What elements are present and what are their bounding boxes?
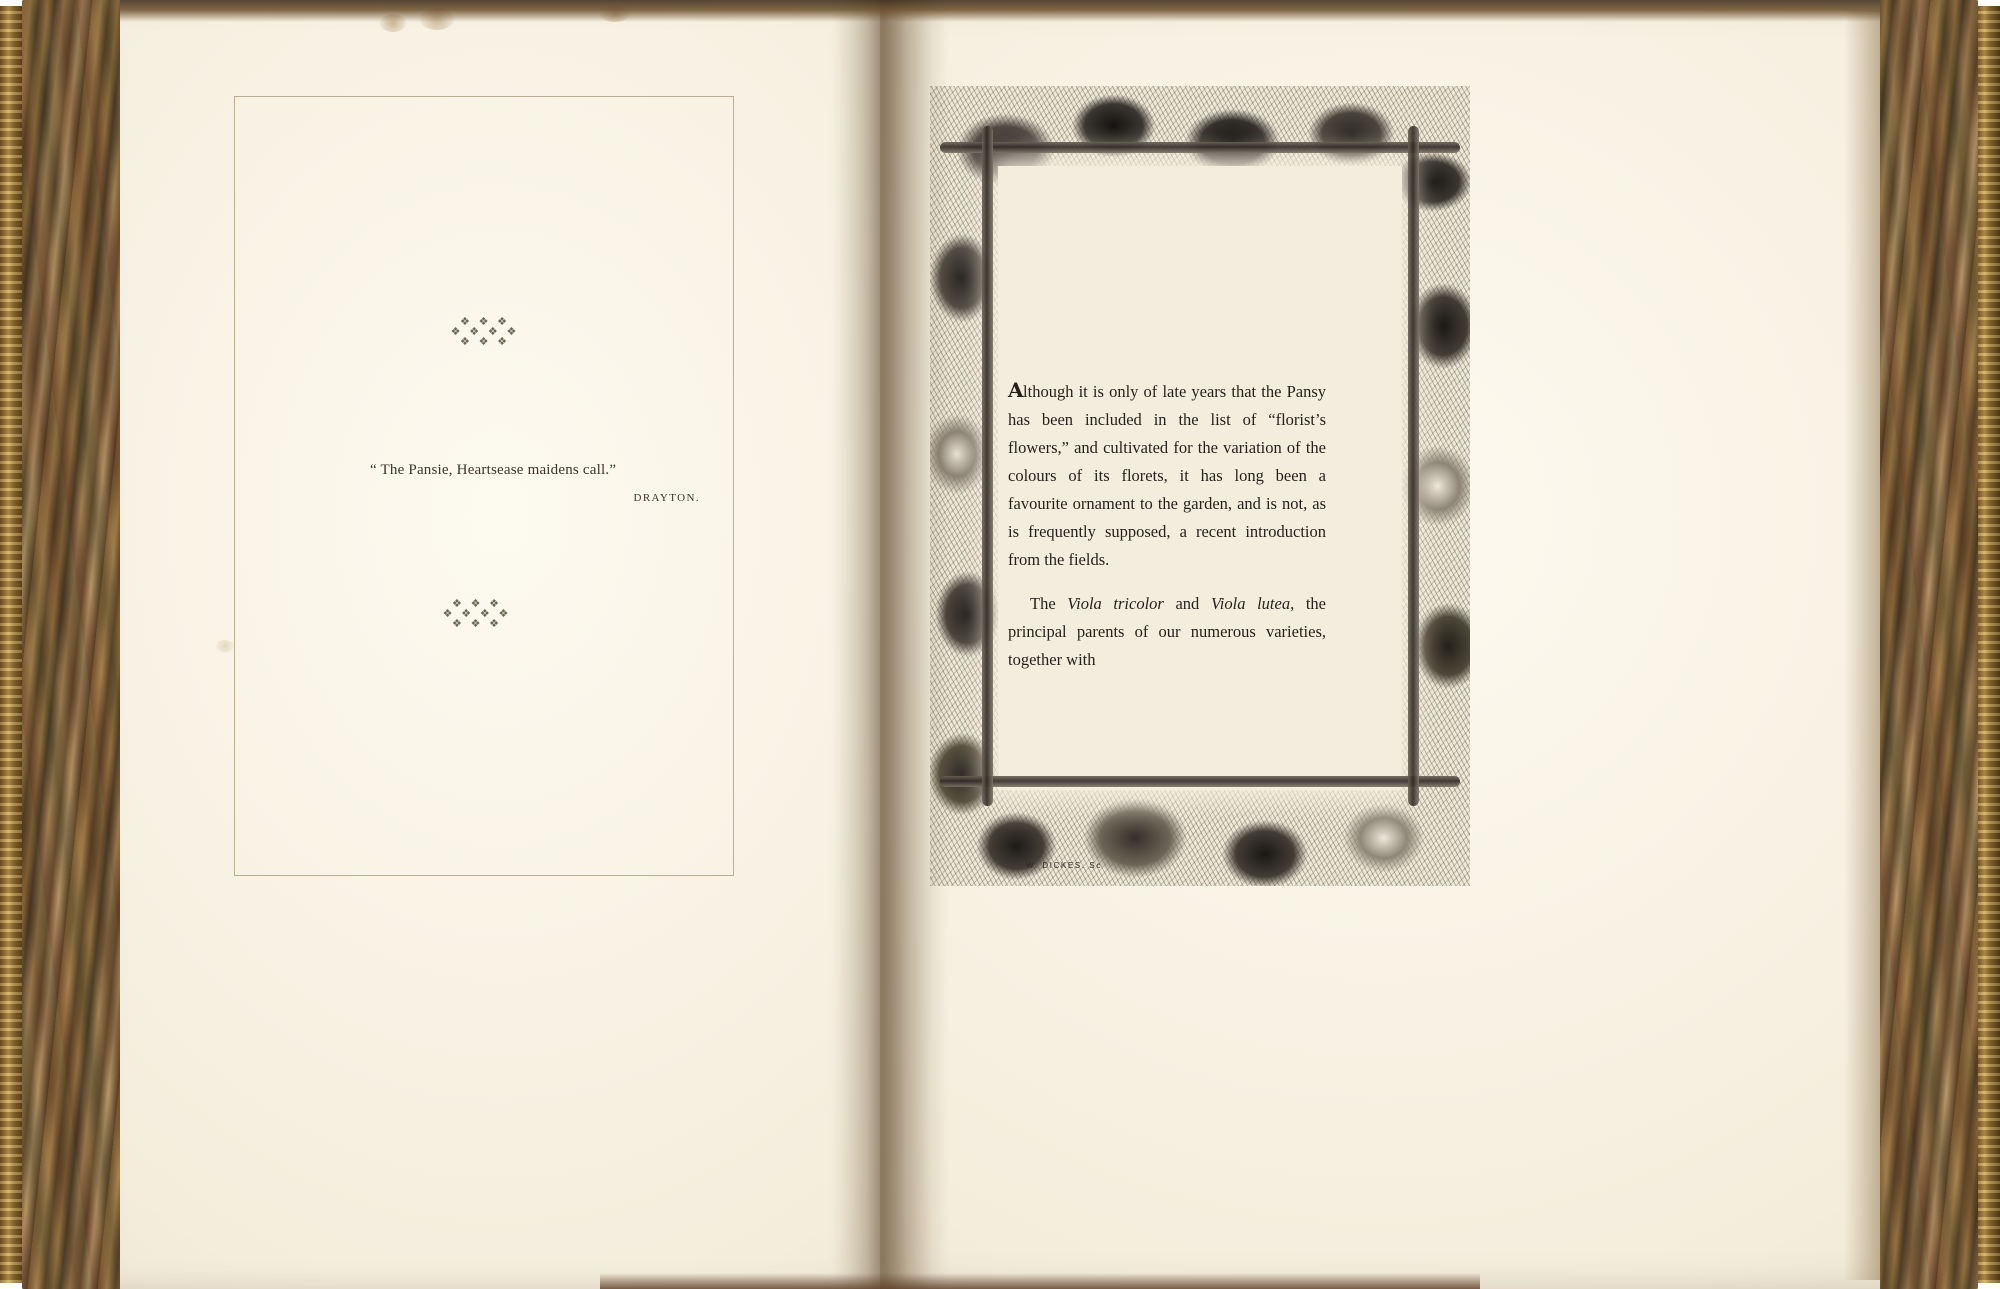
paragraph-2 [1008,590,1326,674]
blank-plate-frame [234,96,734,876]
engraver-credit: W. DICKES. Sc [1026,861,1102,870]
paragraph-2-mid: and [1163,594,1211,613]
engraved-floral-plate [930,86,1470,886]
ornament-row: ❖ ❖ ❖ [451,617,503,630]
page-block [120,0,1880,1289]
epigraph-attribution: DRAYTON. [633,492,700,504]
gilt-tooling-pattern [0,6,24,1283]
top-binding-shadow [120,0,1880,22]
trellis-rail-bottom [940,776,1460,787]
right-page [880,0,1880,1289]
drop-cap: A [1008,378,1024,402]
left-page [120,0,880,1289]
paragraph-1-text: lthough it is only of late years that the Pansy has been included in the list of “florist’s flowers,” and cultivated for the variation of the colours of its florets, it has long been a favourite ornament to the garden, and is not, as is frequently supposed, a recent introduction from the fields. [1008,382,1326,569]
trellis-rail-top [940,142,1460,153]
paragraph-1 [1008,376,1326,574]
ornament-top [450,318,520,348]
ornament-row: ❖ ❖ ❖ [459,316,511,328]
foxing-spot [216,640,234,652]
ornament-row: ❖ ❖ ❖ ❖ [450,325,520,338]
left-gilt-edge [0,6,24,1283]
paragraph-2-tail: , the principal parents of our numerous varieties, together with [1008,594,1326,669]
ornament-row: ❖ ❖ ❖ ❖ [442,607,512,620]
species-name-viola-lutea: Viola lutea [1210,594,1291,613]
species-name-viola-tricolor: Viola tricolor [1067,594,1164,613]
body-text [1008,376,1326,674]
paragraph-2-lead: The [1030,594,1068,613]
bottom-binding-shadow [600,1273,1480,1289]
epigraph-quote: “ The Pansie, Heartsease maidens call.” [370,462,617,478]
ornament-row: ❖ ❖ ❖ [459,335,511,348]
ornament-bottom [442,600,512,630]
trellis-rail-right [1408,126,1419,806]
right-gilt-edge [1976,6,2000,1283]
ornament-row: ❖ ❖ ❖ [451,598,503,610]
gilt-tooling-pattern-right [1976,6,2000,1283]
trellis-rail-left [982,126,993,806]
